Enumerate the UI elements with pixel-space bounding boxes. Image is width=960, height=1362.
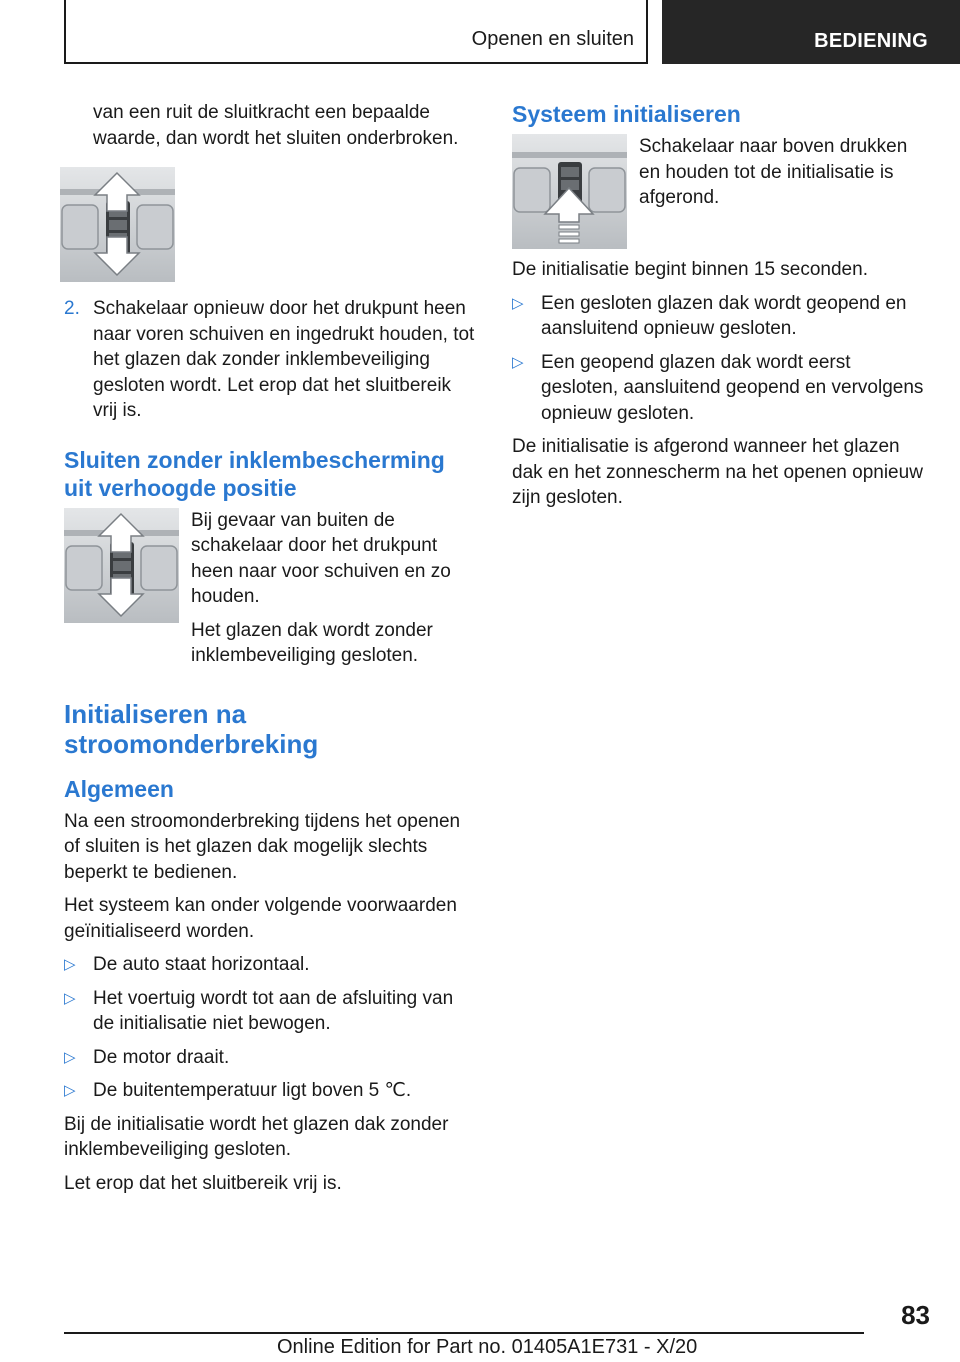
triangle-bullet-icon: ▷ [64, 989, 76, 1007]
page-number: 83 [901, 1300, 930, 1330]
right-column [512, 100, 932, 519]
roof-switch-push-up-icon [512, 134, 627, 249]
step-2-text: Schakelaar opnieuw door het drukpunt heen naar voren schuiven en ingedrukt houden, tot het glazen dak zonder inklembeveiliging gesloten wordt. Let erop dat het sluitbereik vrij is. [93, 298, 475, 421]
init-heading: Initialiseren na stroomonderbreking [64, 698, 319, 759]
roof-switch-icon [60, 167, 175, 282]
bullet-text: Het voertuig wordt tot aan de afsluiting van de initialisatie niet bewogen. [93, 987, 454, 1034]
general-heading: Algemeen [64, 775, 174, 802]
switch-illustration-up [512, 134, 627, 249]
roof-switch-icon [64, 508, 179, 623]
system-text-2: De initialisatie begint binnen 15 seconden. [512, 259, 868, 280]
list-item [64, 1045, 478, 1071]
step-2 [64, 296, 478, 432]
step-2-number: 2. [64, 298, 80, 319]
system-figure-block [512, 134, 932, 249]
footer-divider [64, 1332, 864, 1334]
general-text-1: Na een stroomonderbreking tijdens het openen of sluiten is het glazen dak mogelijk slechts beperkt te bedienen. [64, 810, 461, 883]
triangle-bullet-icon: ▷ [64, 1048, 76, 1066]
header-section-box [64, 0, 648, 64]
bullet-text: De buitentemperatuur ligt boven 5 ℃. [93, 1080, 412, 1101]
list-item [512, 350, 932, 427]
left-column [64, 100, 478, 1204]
intro-continued-text: van een ruit de sluitkracht een bepaalde waarde, dan wordt het sluiten onderbroken. [93, 102, 459, 149]
general-text-3: Bij de initialisatie wordt het glazen dak zonder inklembeveiliging gesloten. [64, 1113, 449, 1160]
bullet-text: Een geopend glazen dak wordt eerst gesloten, aansluitend geopend en vervolgens opnieuw gesloten. [541, 351, 924, 424]
header-chapter-tab [662, 0, 960, 64]
switch-illustration-up-down-1 [60, 167, 175, 282]
general-text-2: Het systeem kan onder volgende voorwaarden geïnitialiseerd worden. [64, 895, 457, 942]
triangle-bullet-icon: ▷ [64, 956, 76, 973]
list-item [64, 986, 478, 1037]
header-section-title: Openen en sluiten [471, 28, 634, 50]
list-item [64, 952, 478, 978]
closing-figure-block [64, 508, 478, 677]
system-text-3: De initialisatie is afgerond wanneer het glazen dak en het zonnescherm na het openen opnieuw zijn gesloten. [512, 436, 923, 508]
closing-text-2: Het glazen dak wordt zonder inklembeveiliging gesloten. [191, 619, 433, 666]
system-text-1: Schakelaar naar boven drukken en houden tot de initialisatie is afgerond. [639, 136, 908, 208]
bullet-text: De auto staat horizontaal. [93, 954, 310, 975]
bullet-text: Een gesloten glazen dak wordt geopend en aansluitend opnieuw gesloten. [541, 292, 907, 339]
triangle-bullet-icon: ▷ [64, 1082, 76, 1099]
triangle-bullet-icon: ▷ [512, 294, 524, 312]
general-text-4: Let erop dat het sluitbereik vrij is. [64, 1172, 342, 1194]
system-init-heading: Systeem initialiseren [512, 101, 741, 127]
closing-text-1: Bij gevaar van buiten de schakelaar door het drukpunt heen naar voor schuiven en zo houden. [191, 509, 451, 607]
list-item [64, 1078, 478, 1104]
bullet-text: De motor draait. [93, 1046, 230, 1068]
switch-illustration-up-down-2 [64, 508, 179, 623]
header-chapter-title: BEDIENING [814, 30, 928, 52]
triangle-bullet-icon: ▷ [512, 353, 524, 371]
footer-edition-text: Online Edition for Part no. 01405A1E731 - X/20 [277, 1336, 698, 1358]
closing-heading: Sluiten zonder inklembescherming uit verhoogde positie [64, 446, 445, 501]
list-item [512, 291, 932, 342]
